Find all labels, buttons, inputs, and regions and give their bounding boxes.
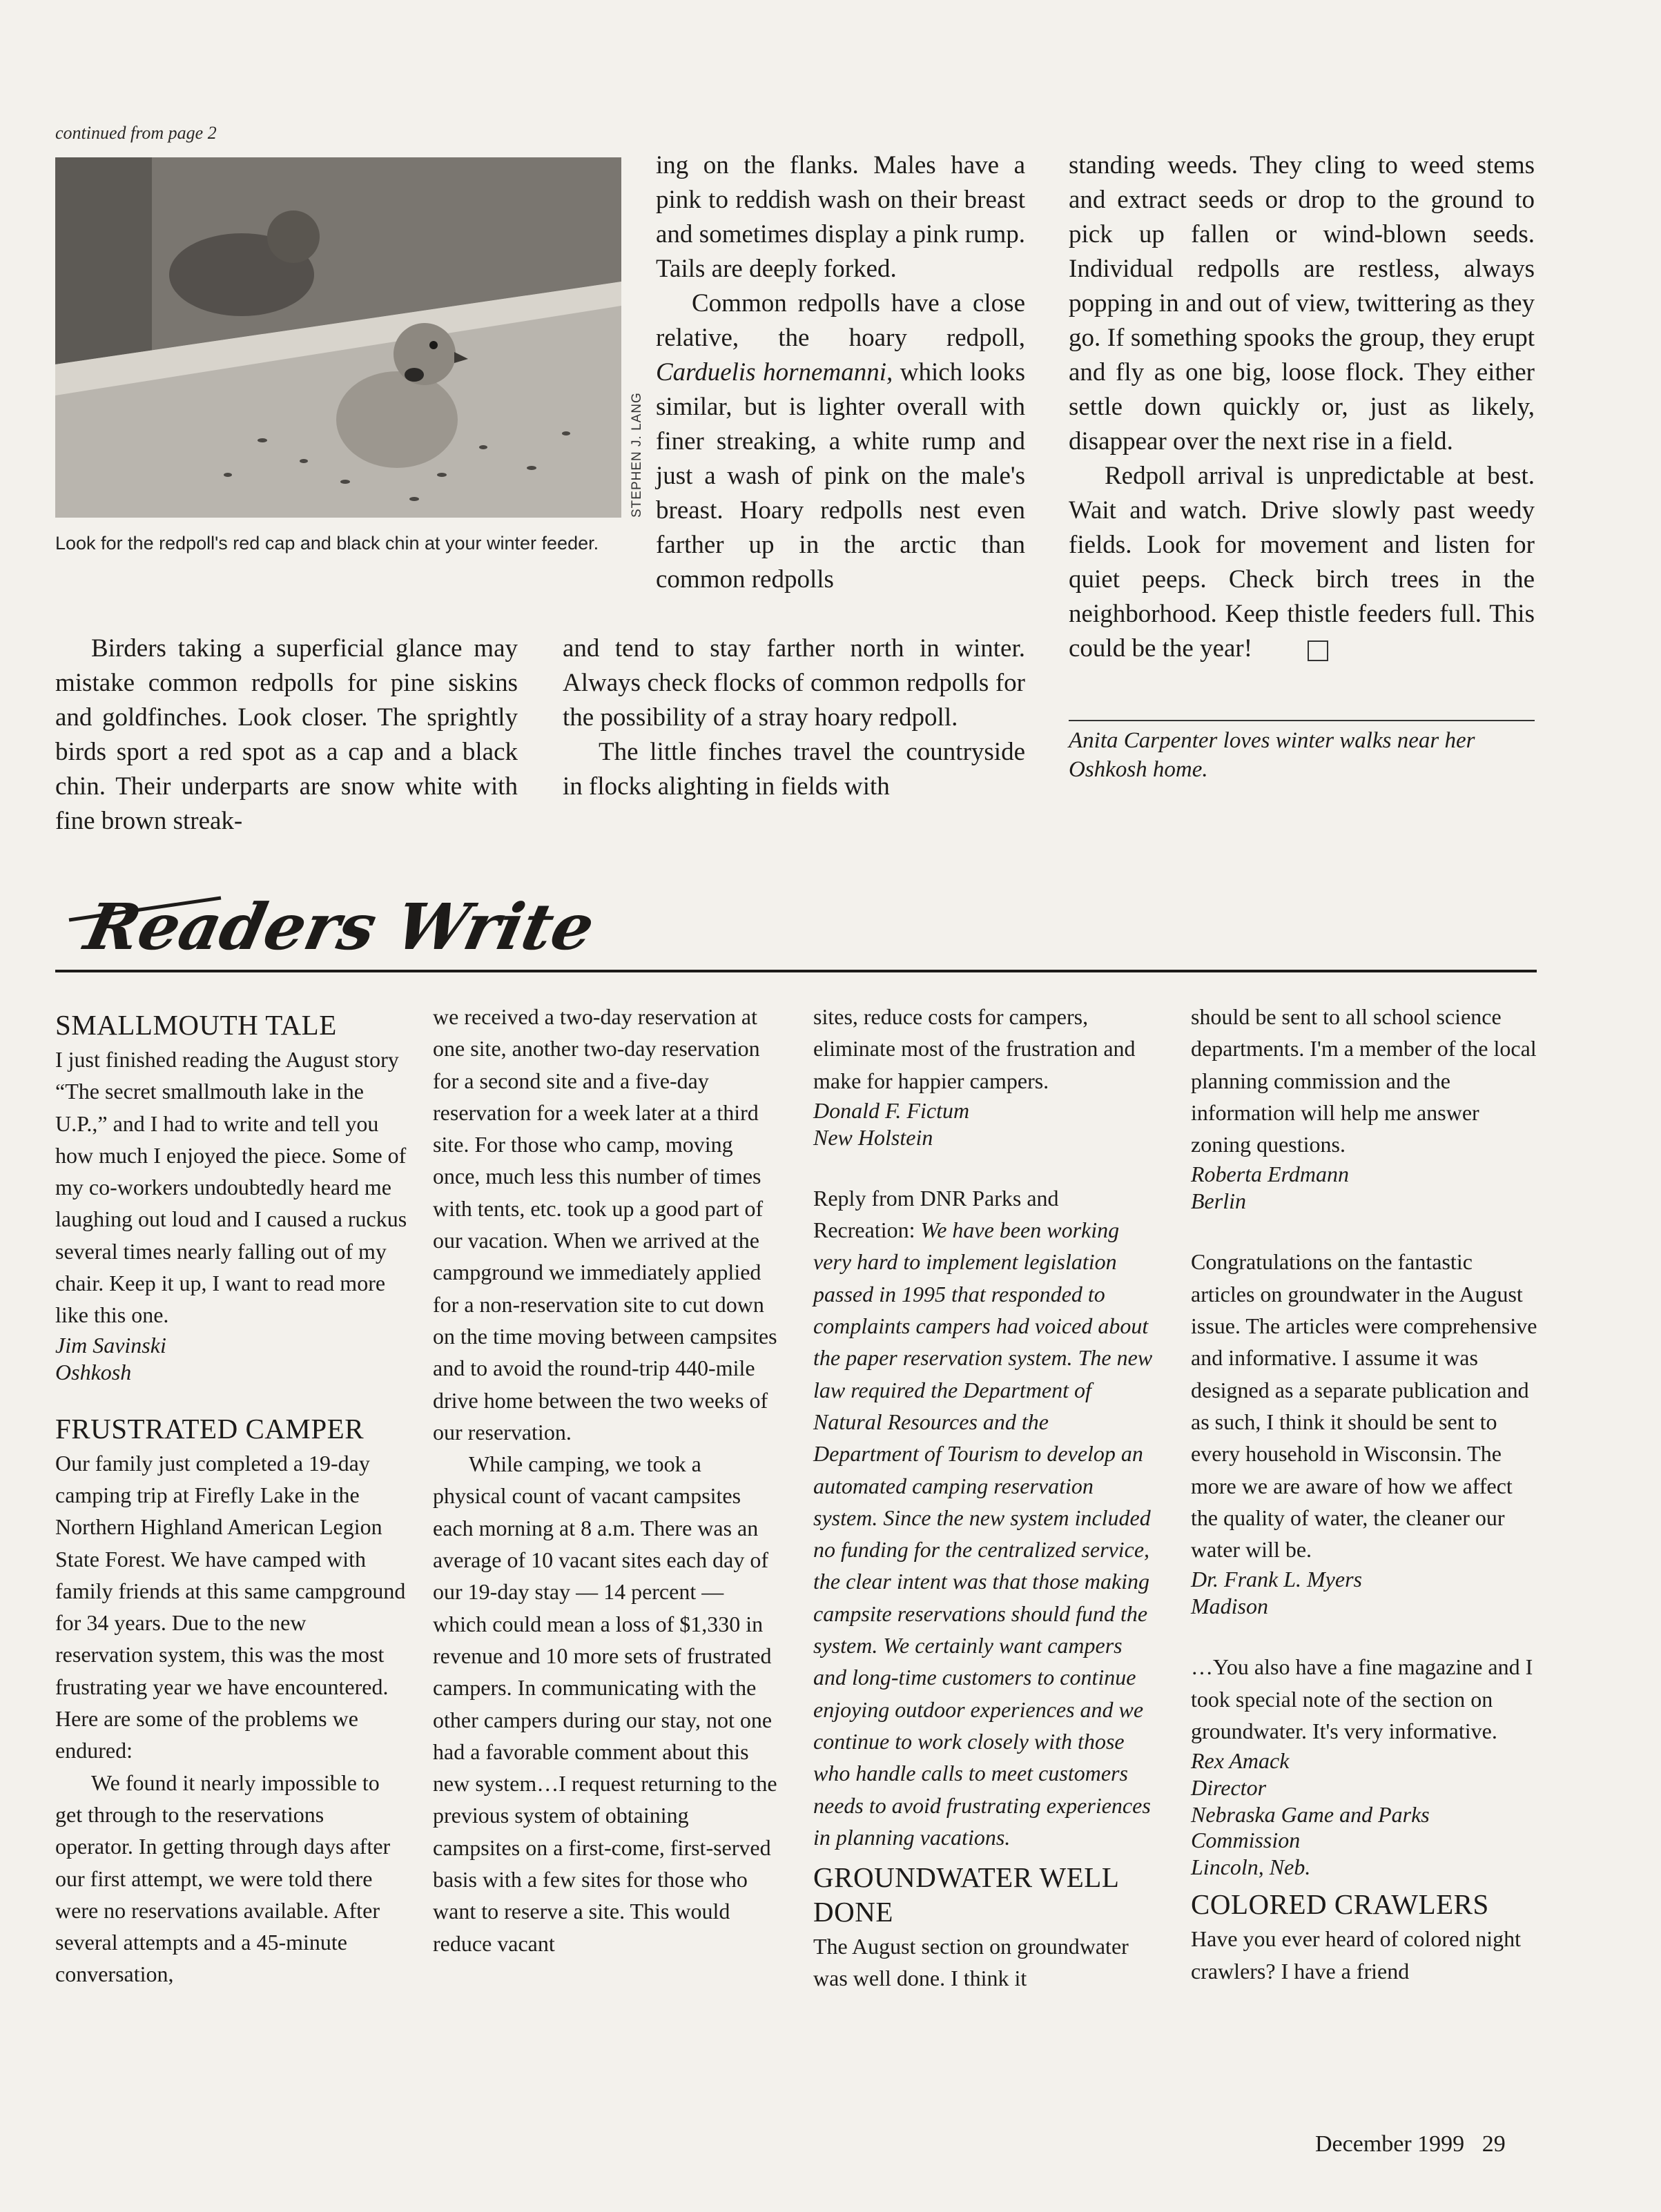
photo-caption: Look for the redpoll's red cap and black chin at your winter feeder. bbox=[55, 533, 599, 554]
continued-note: continued from page 2 bbox=[55, 123, 217, 143]
agency-reply bbox=[813, 1182, 1158, 1853]
letter-body: …You also have a fine magazine and I took special note of the section on groundwater. It's very informative. bbox=[1191, 1654, 1533, 1744]
article-paragraph: Birders taking a superficial glance may mistake common redpolls for pine siskins and goldfinches. Look closer. The sprightly birds sport a red spot as a cap and a black chin. Their underparts are snow white with fine brown streak- bbox=[55, 634, 518, 835]
reply-text: We have been working very hard to implement legislation passed in 1995 that responded to complaints campers had voiced about the paper reservation system. The new law required the Department of Natural Resources and the Department of Tourism to develop an automated camping reservation system. Since the new system included no funding for the centralized service, the clear intent was that those making campsite reservations should fund the system. We certainly want campers and long-time customers to continue enjoying outdoor experiences and we continue to work closely with those who handle calls to meet customers needs to avoid frustrating experiences in planning vacations. bbox=[813, 1217, 1153, 1850]
article-paragraph: The little finches travel the countryside in flocks alighting in fields with bbox=[563, 738, 1025, 801]
article-paragraph: ing on the flanks. Males have a pink to reddish wash on their breast and sometimes display a pink rump. Tails are deeply forked. bbox=[656, 151, 1025, 283]
letter-signature-name: Roberta Erdmann bbox=[1191, 1162, 1350, 1187]
letter-signature-place: Oshkosh bbox=[55, 1359, 132, 1384]
letter-body: While camping, we took a physical count of vacant campsites each morning at 8 a.m. There was an average of 10 vacant sites each day of our 19-day stay — 14 percent — which could mean a loss of $1,330 in revenue and 10 more sets of frustrated campers. In communicating with the other campers during our stay, not one had a favorable comment about this new system…I request returning to the previous system of obtaining campsites on a first-come, first-served basis with a few sites for those who want to reserve a site. This would reduce vacant bbox=[433, 1451, 777, 1956]
letter-heading: COLORED CRAWLERS bbox=[1191, 1888, 1489, 1921]
article-column-2-continued bbox=[563, 632, 1025, 804]
letter-signature-place: New Holstein bbox=[813, 1124, 933, 1150]
species-name: Carduelis hornemanni, bbox=[656, 358, 893, 386]
letter-heading: GROUNDWATER WELL DONE bbox=[813, 1861, 1118, 1928]
letter-body: The August section on groundwater was well done. I think it bbox=[813, 1934, 1129, 1991]
issue-date: December 1999 bbox=[1315, 2131, 1465, 2157]
redpoll-photo bbox=[55, 157, 621, 518]
section-title: Readers Write bbox=[79, 889, 601, 964]
letter-body: sites, reduce costs for campers, eliminate most of the frustration and make for happier campers. bbox=[813, 1004, 1136, 1093]
letter-signature-place: Lincoln, Neb. bbox=[1191, 1854, 1311, 1880]
letter-heading: FRUSTRATED CAMPER bbox=[55, 1412, 365, 1445]
article-column-2 bbox=[656, 148, 1025, 597]
letter-body: I just finished reading the August story “The secret smallmouth lake in the U.P.,” and I had to write and tell you how much I enjoyed the piece. Some of my co-workers undoubtedly heard me laughing out loud and I caused a ruckus several times nearly falling out of my chair. Keep it up, I want to read more like this one. bbox=[55, 1047, 407, 1328]
article-column-3 bbox=[1069, 148, 1535, 666]
bio-divider bbox=[1069, 720, 1535, 721]
letter-body: We found it nearly impossible to get through to the reservations operator. In getting through days after our first attempt, we were told there were no reservations available. After several attempts and a 45-minute conversation, bbox=[55, 1770, 391, 1987]
letter-body: Have you ever heard of colored night crawlers? I have a friend bbox=[1191, 1926, 1522, 1984]
letter-signature-place: Berlin bbox=[1191, 1188, 1246, 1214]
author-bio: Anita Carpenter loves winter walks near her Oshkosh home. bbox=[1069, 728, 1475, 782]
reply-label: Reply from DNR Parks and Recreation: bbox=[813, 1185, 1059, 1243]
photo-credit: STEPHEN J. LANG bbox=[630, 392, 644, 518]
letter-signature-name: Dr. Frank L. Myers bbox=[1191, 1567, 1362, 1592]
letter-signature-place: Madison bbox=[1191, 1594, 1268, 1619]
letter-signature-name: Jim Savinski bbox=[55, 1332, 166, 1358]
letter-body: we received a two-day reservation at one site, another two-day reservation for a second site and a five-day reservation for a week later at a third site. For those who camp, moving once, much less this number of times with tents, etc. took up a good part of our vacation. When we arrived at the campground we immediately applied for a non-reservation site to cut down on the time moving between campsites and to avoid the round-trip 440-mile drive home between the two weeks of our reservation. bbox=[433, 1004, 777, 1445]
section-rule bbox=[55, 970, 1537, 972]
letter-heading: SMALLMOUTH TALE bbox=[55, 1009, 337, 1041]
letters-column-3 bbox=[813, 1001, 1158, 1995]
letter-signature-name: Rex Amack bbox=[1191, 1748, 1290, 1774]
end-mark-icon bbox=[1308, 640, 1328, 661]
letters-column-1 bbox=[55, 1001, 407, 1990]
article-paragraph: Redpoll arrival is unpredictable at best. Wait and watch. Drive slowly past weedy fields. Look for movement and listen for quiet peeps. Check birch trees in the neighborhood. Keep thistle feeders full. This could be the year! bbox=[1069, 462, 1535, 663]
page-number: 29 bbox=[1482, 2131, 1506, 2157]
letters-column-4 bbox=[1191, 1001, 1539, 1987]
page-footer bbox=[1315, 2131, 1506, 2157]
letter-body: should be sent to all school science departments. I'm a member of the local planning commission and the information will help me answer zoning questions. bbox=[1191, 1004, 1537, 1157]
article-paragraph: standing weeds. They cling to weed stems and extract seeds or drop to the ground to pick up fallen or wind-blown seeds. Individual redpolls are restless, always popping in and out of view, twittering as they go. If something spooks the group, they erupt and fly as one big, loose flock. They either settle down quickly or, just as likely, disappear over the next rise in a field. bbox=[1069, 151, 1535, 456]
letters-column-2 bbox=[433, 1001, 778, 1959]
letter-signature-title: Director bbox=[1191, 1775, 1267, 1801]
article-column-1 bbox=[55, 632, 518, 839]
letter-signature-name: Donald F. Fictum bbox=[813, 1097, 970, 1123]
readers-write-logo bbox=[55, 880, 746, 970]
article-paragraph: Common redpolls have a close relative, the hoary redpoll, Carduelis hornemanni, which looks similar, but is lighter overall with finer streaking, a white rump and just a wash of pink on the male's breast. Hoary redpolls nest even farther up in the arctic than common redpolls bbox=[656, 289, 1025, 594]
letter-body: Congratulations on the fantastic articles on groundwater in the August issue. The articles were comprehensive and informative. I assume it was designed as a separate publication and as such, I think it should be sent to every household in Wisconsin. The more we are aware of how we affect the quality of water, the cleaner our water will be. bbox=[1191, 1249, 1537, 1563]
article-paragraph: and tend to stay farther north in winter. Always check flocks of common redpolls for the possibility of a stray hoary redpoll. bbox=[563, 634, 1025, 732]
letter-body: Our family just completed a 19-day camping trip at Firefly Lake in the Northern Highland American Legion State Forest. We have camped with family friends at this same campground for 34 years. Due to the new reservation system, this was the most frustrating year we have encountered. Here are some of the problems we endured: bbox=[55, 1450, 406, 1763]
letter-signature-org: Nebraska Game and Parks Commission bbox=[1191, 1802, 1430, 1853]
